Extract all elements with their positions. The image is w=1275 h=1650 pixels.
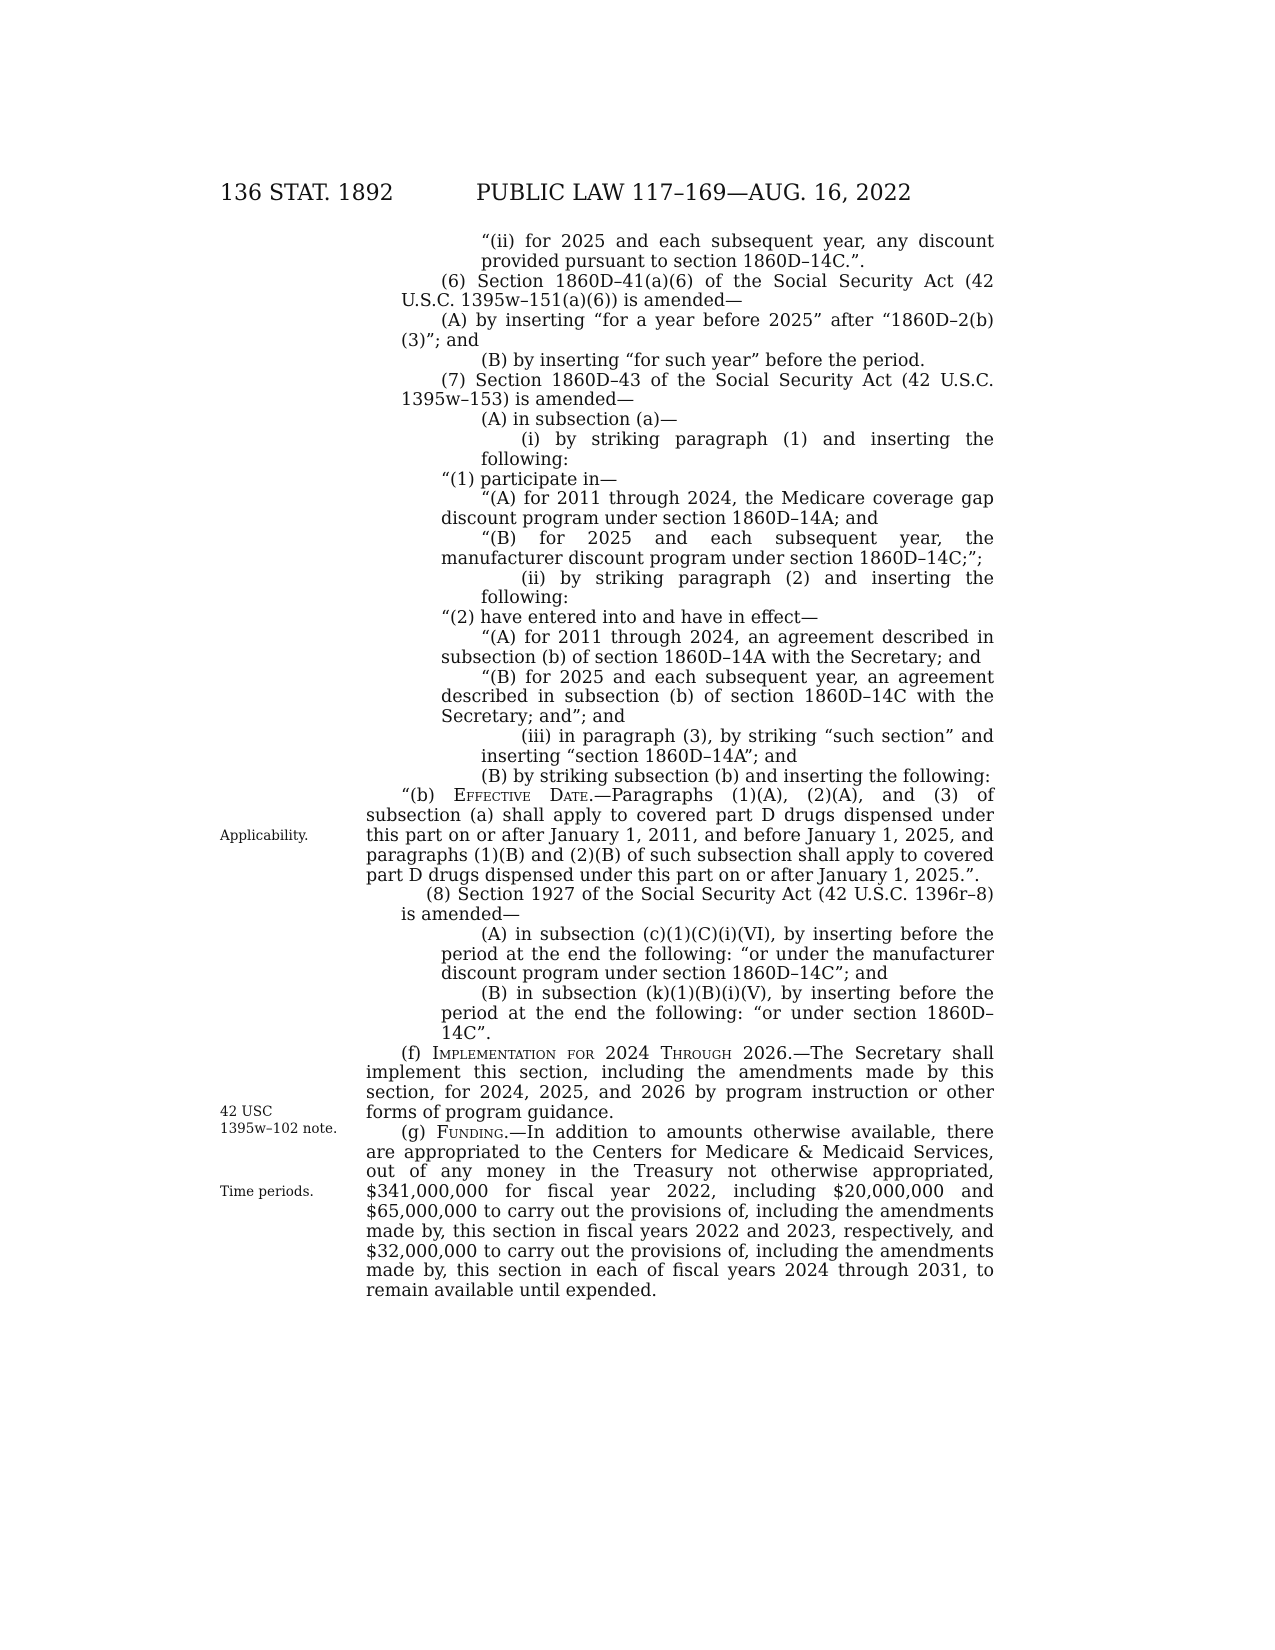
margin-note-applicability: Applicability. [220, 828, 309, 844]
effective-date-heading: Effective Date [453, 786, 589, 807]
para-quoted-1-B: “(B) for 2025 and each subsequent year, the manufacturer discount program under section 1860D–14C;”; [441, 528, 994, 569]
para-8-A: (A) in subsection (c)(1)(C)(i)(VI), by inserting before the period at the end the following: “or under the manufacturer discount program under section 1860D–14C”; and [441, 924, 994, 985]
para-6-A: (A) by inserting “for a year before 2025” after “1860D–2(b)(3)”; and [401, 311, 994, 351]
margin-note-usc-line2: 1395w–102 note. [220, 1121, 338, 1137]
funding-lead: (g) [401, 1122, 437, 1143]
para-quoted-2-A: “(A) for 2011 through 2024, an agreement described in subsection (b) of section 1860D–14A with the Secretary; and [441, 627, 994, 668]
para-quoted-2: “(2) have entered into and have in effect— [441, 608, 819, 629]
para-7-A: (A) in subsection (a)— [481, 410, 678, 431]
para-8-B: (B) in subsection (k)(1)(B)(i)(V), by inserting before the period at the end the following: “or under section 1860D–14C”. [441, 984, 994, 1044]
margin-note-time-periods: Time periods. [220, 1184, 314, 1200]
implementation-text: .—The Secretary shall implement this section, including the amendments made by this section, for 2024, 2025, and 2026 by program instruction or other forms of program guidance. [366, 1043, 995, 1124]
para-section-6: (6) Section 1860D–41(a)(6) of the Social Security Act (42 U.S.C. 1395w–151(a)(6)) is amended— [401, 271, 994, 312]
para-6-B: (B) by inserting “for such year” before the period. [481, 350, 926, 371]
funding-heading: Funding [436, 1122, 504, 1143]
page-running-title: PUBLIC LAW 117–169—AUG. 16, 2022 [476, 181, 912, 206]
funding-text: .—In addition to amounts otherwise available, there are appropriated to the Centers for Medicare & Medicaid Services, out of any money in the Treasury not otherwise appropriated, $341,000,000 for fiscal year 2022, including $20,000,000 and $65,000,000 to carry out the provisions of, including the amendments made by, this section in fiscal years 2022 and 2023, respectively, and $32,000,000 to carry out the provisions of, including the amendments made by, this section in each of fiscal years 2024 through 2031, to remain available until expended. [366, 1122, 994, 1302]
para-implementation [366, 1045, 994, 1124]
para-7-A-ii: (ii) by striking paragraph (2) and inserting the following: [481, 568, 994, 609]
implementation-lead: (f) [401, 1043, 433, 1064]
margin-note-usc [220, 1104, 337, 1138]
para-quoted-1: “(1) participate in— [441, 469, 618, 490]
effective-date-text: .—Paragraphs (1)(A), (2)(A), and (3) of subsection (a) shall apply to covered part D drugs dispensed under this part on or after January 1, 2011, and before January 1, 2025, and paragraphs (1)(B) and (2)(B) of such subsection shall apply to covered part D drugs dispensed under this part on or after January 1, 2025.”. [366, 786, 994, 886]
para-effective-date [366, 787, 994, 886]
effective-date-lead: “(b) [401, 786, 454, 807]
para-section-8: (8) Section 1927 of the Social Security Act (42 U.S.C. 1396r–8) is amended— [401, 885, 994, 926]
para-7-A-iii: (iii) in paragraph (3), by striking “such section” and inserting “section 1860D–14A”; and [481, 726, 994, 767]
statute-body [366, 233, 994, 1302]
para-quoted-2-B: “(B) for 2025 and each subsequent year, an agreement described in subsection (b) of section 1860D–14C with the Secretary; and”; and [441, 667, 994, 728]
margin-note-usc-line1: 42 USC [220, 1104, 273, 1120]
para-discount-clause: “(ii) for 2025 and each subsequent year, any discount provided pursuant to section 1860D–14C.”. [481, 232, 994, 272]
para-funding [366, 1124, 994, 1302]
para-7-A-i: (i) by striking paragraph (1) and inserting the following: [481, 429, 994, 470]
implementation-heading: Implementation for 2024 Through 2026 [432, 1043, 788, 1064]
para-section-7: (7) Section 1860D–43 of the Social Security Act (42 U.S.C. 1395w–153) is amended— [401, 370, 994, 411]
para-quoted-1-A: “(A) for 2011 through 2024, the Medicare coverage gap discount program under section 1860D–14A; and [441, 489, 994, 530]
para-7-B: (B) by striking subsection (b) and inserting the following: [481, 766, 991, 787]
page-stat-number: 136 STAT. 1892 [220, 181, 394, 206]
